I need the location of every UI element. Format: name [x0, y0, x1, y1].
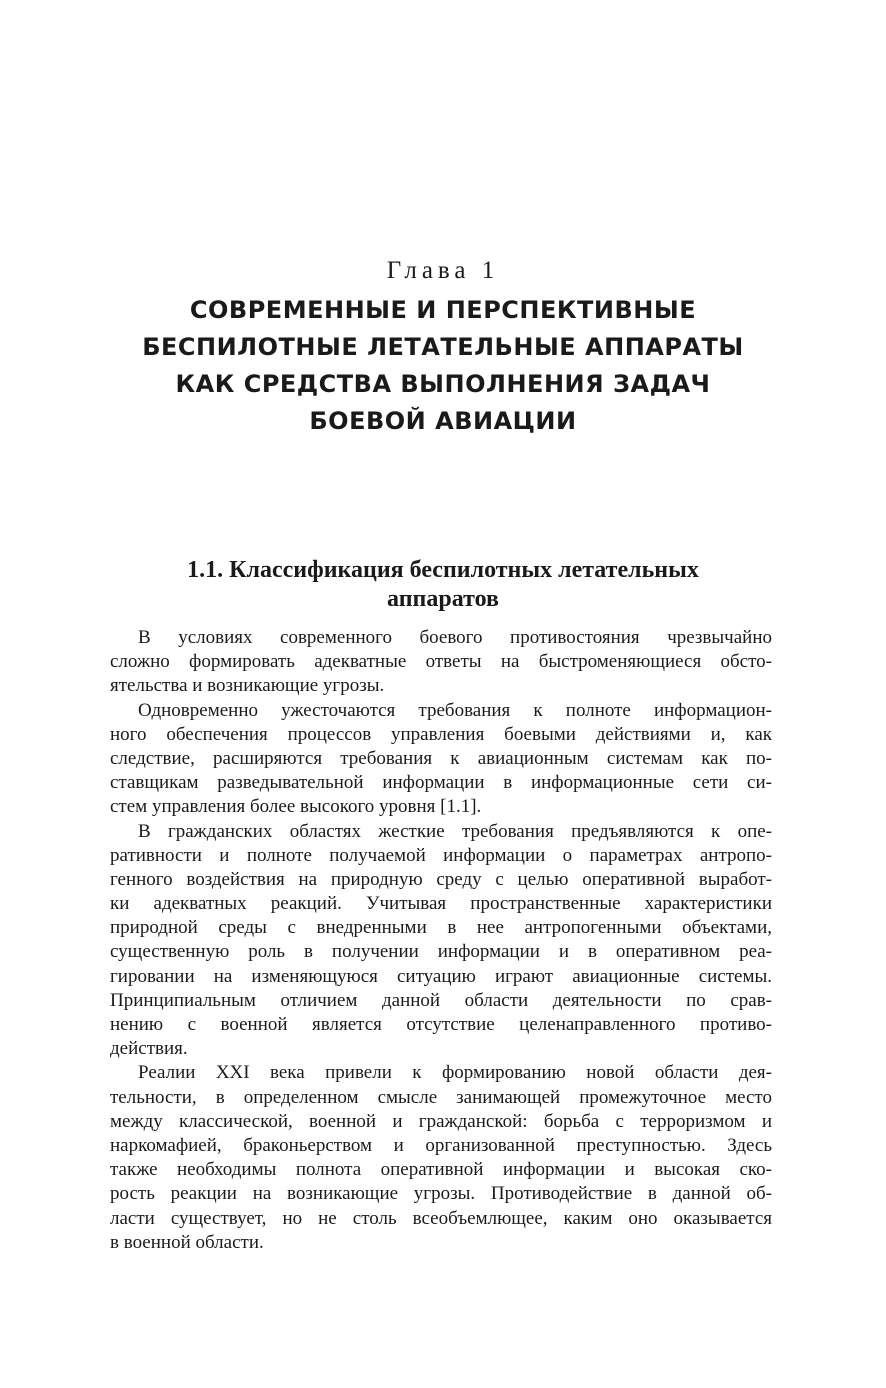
text-line: ятельства и возникающие угрозы.: [110, 675, 385, 697]
text-line: нению с военной является отсутствие целенаправленного противо-: [110, 1014, 772, 1035]
text-line: сложно формировать адекватные ответы на быстроменяющиеся обсто-: [110, 651, 772, 673]
text-line: ного обеспечения процессов управления боевыми действиями и, как: [110, 723, 772, 745]
paragraph: [110, 820, 772, 1062]
text-line: гировании на изменяющуюся ситуацию играют авиационные системы.: [110, 965, 772, 987]
body-text: [110, 626, 772, 1255]
text-line: природной среды с внедренными в нее антропогенными объектами,: [110, 917, 772, 939]
section-heading-line: 1.1. Классификация беспилотных летательных: [187, 557, 699, 583]
text-line: рость реакции на возникающие угрозы. Противодействие в данной об-: [110, 1183, 772, 1205]
text-line: наркомафией, браконьерством и организованной преступностью. Здесь: [110, 1134, 772, 1156]
text-line: ставщикам разведывательной информации в информационные сети си-: [110, 772, 772, 794]
section-heading: [100, 556, 786, 614]
text-line: ративности и полноте получаемой информации о параметрах антропо-: [110, 844, 772, 866]
text-line: Реалии XXI века привели к формированию новой области дея-: [138, 1062, 772, 1084]
paragraph: [110, 699, 772, 820]
paragraph: [110, 626, 772, 699]
text-line: также необходимы полнота оперативной информации и высокая ско-: [110, 1159, 772, 1181]
paragraph: [110, 1061, 772, 1255]
text-line: стем управления более высокого уровня [1.1].: [110, 796, 482, 818]
text-line: следствие, расширяются требования к авиационным системам как по-: [110, 747, 772, 769]
text-line: генного воздействия на природную среду с целью оперативной выработ-: [110, 868, 772, 890]
chapter-title-line: БОЕВОЙ АВИАЦИИ: [309, 407, 577, 435]
text-line: ки адекватных реакций. Учитывая пространственные характеристики: [110, 893, 772, 915]
text-line: В гражданских областях жесткие требования предъявляются к опе-: [138, 820, 772, 842]
text-line: существенную роль в получении информации и в оперативном реа-: [110, 941, 772, 963]
text-line: тельности, в определенном смысле занимающей промежуточное место: [110, 1086, 772, 1108]
text-line: В условиях современного боевого противостояния чрезвычайно: [138, 627, 772, 648]
text-line: Принципиальным отличием данной области деятельности по срав-: [110, 989, 772, 1011]
text-line: ласти существует, но не столь всеобъемлющее, каким оно оказывается: [110, 1207, 772, 1229]
chapter-title-line: СОВРЕМЕННЫЕ И ПЕРСПЕКТИВНЫЕ: [189, 296, 697, 324]
text-line: между классической, военной и гражданской: борьба с терроризмом и: [110, 1110, 772, 1132]
chapter-title-line: БЕСПИЛОТНЫЕ ЛЕТАТЕЛЬНЫЕ АППАРАТЫ: [142, 333, 744, 361]
text-line: Одновременно ужесточаются требования к полноте информацион-: [138, 699, 772, 721]
text-line: в военной области.: [110, 1231, 264, 1253]
chapter-label: Глава 1: [386, 257, 500, 284]
section-heading-line: аппаратов: [387, 586, 499, 612]
chapter-title: [100, 292, 786, 440]
text-line: действия.: [110, 1038, 188, 1060]
chapter-title-line: КАК СРЕДСТВА ВЫПОЛНЕНИЯ ЗАДАЧ: [175, 370, 711, 398]
